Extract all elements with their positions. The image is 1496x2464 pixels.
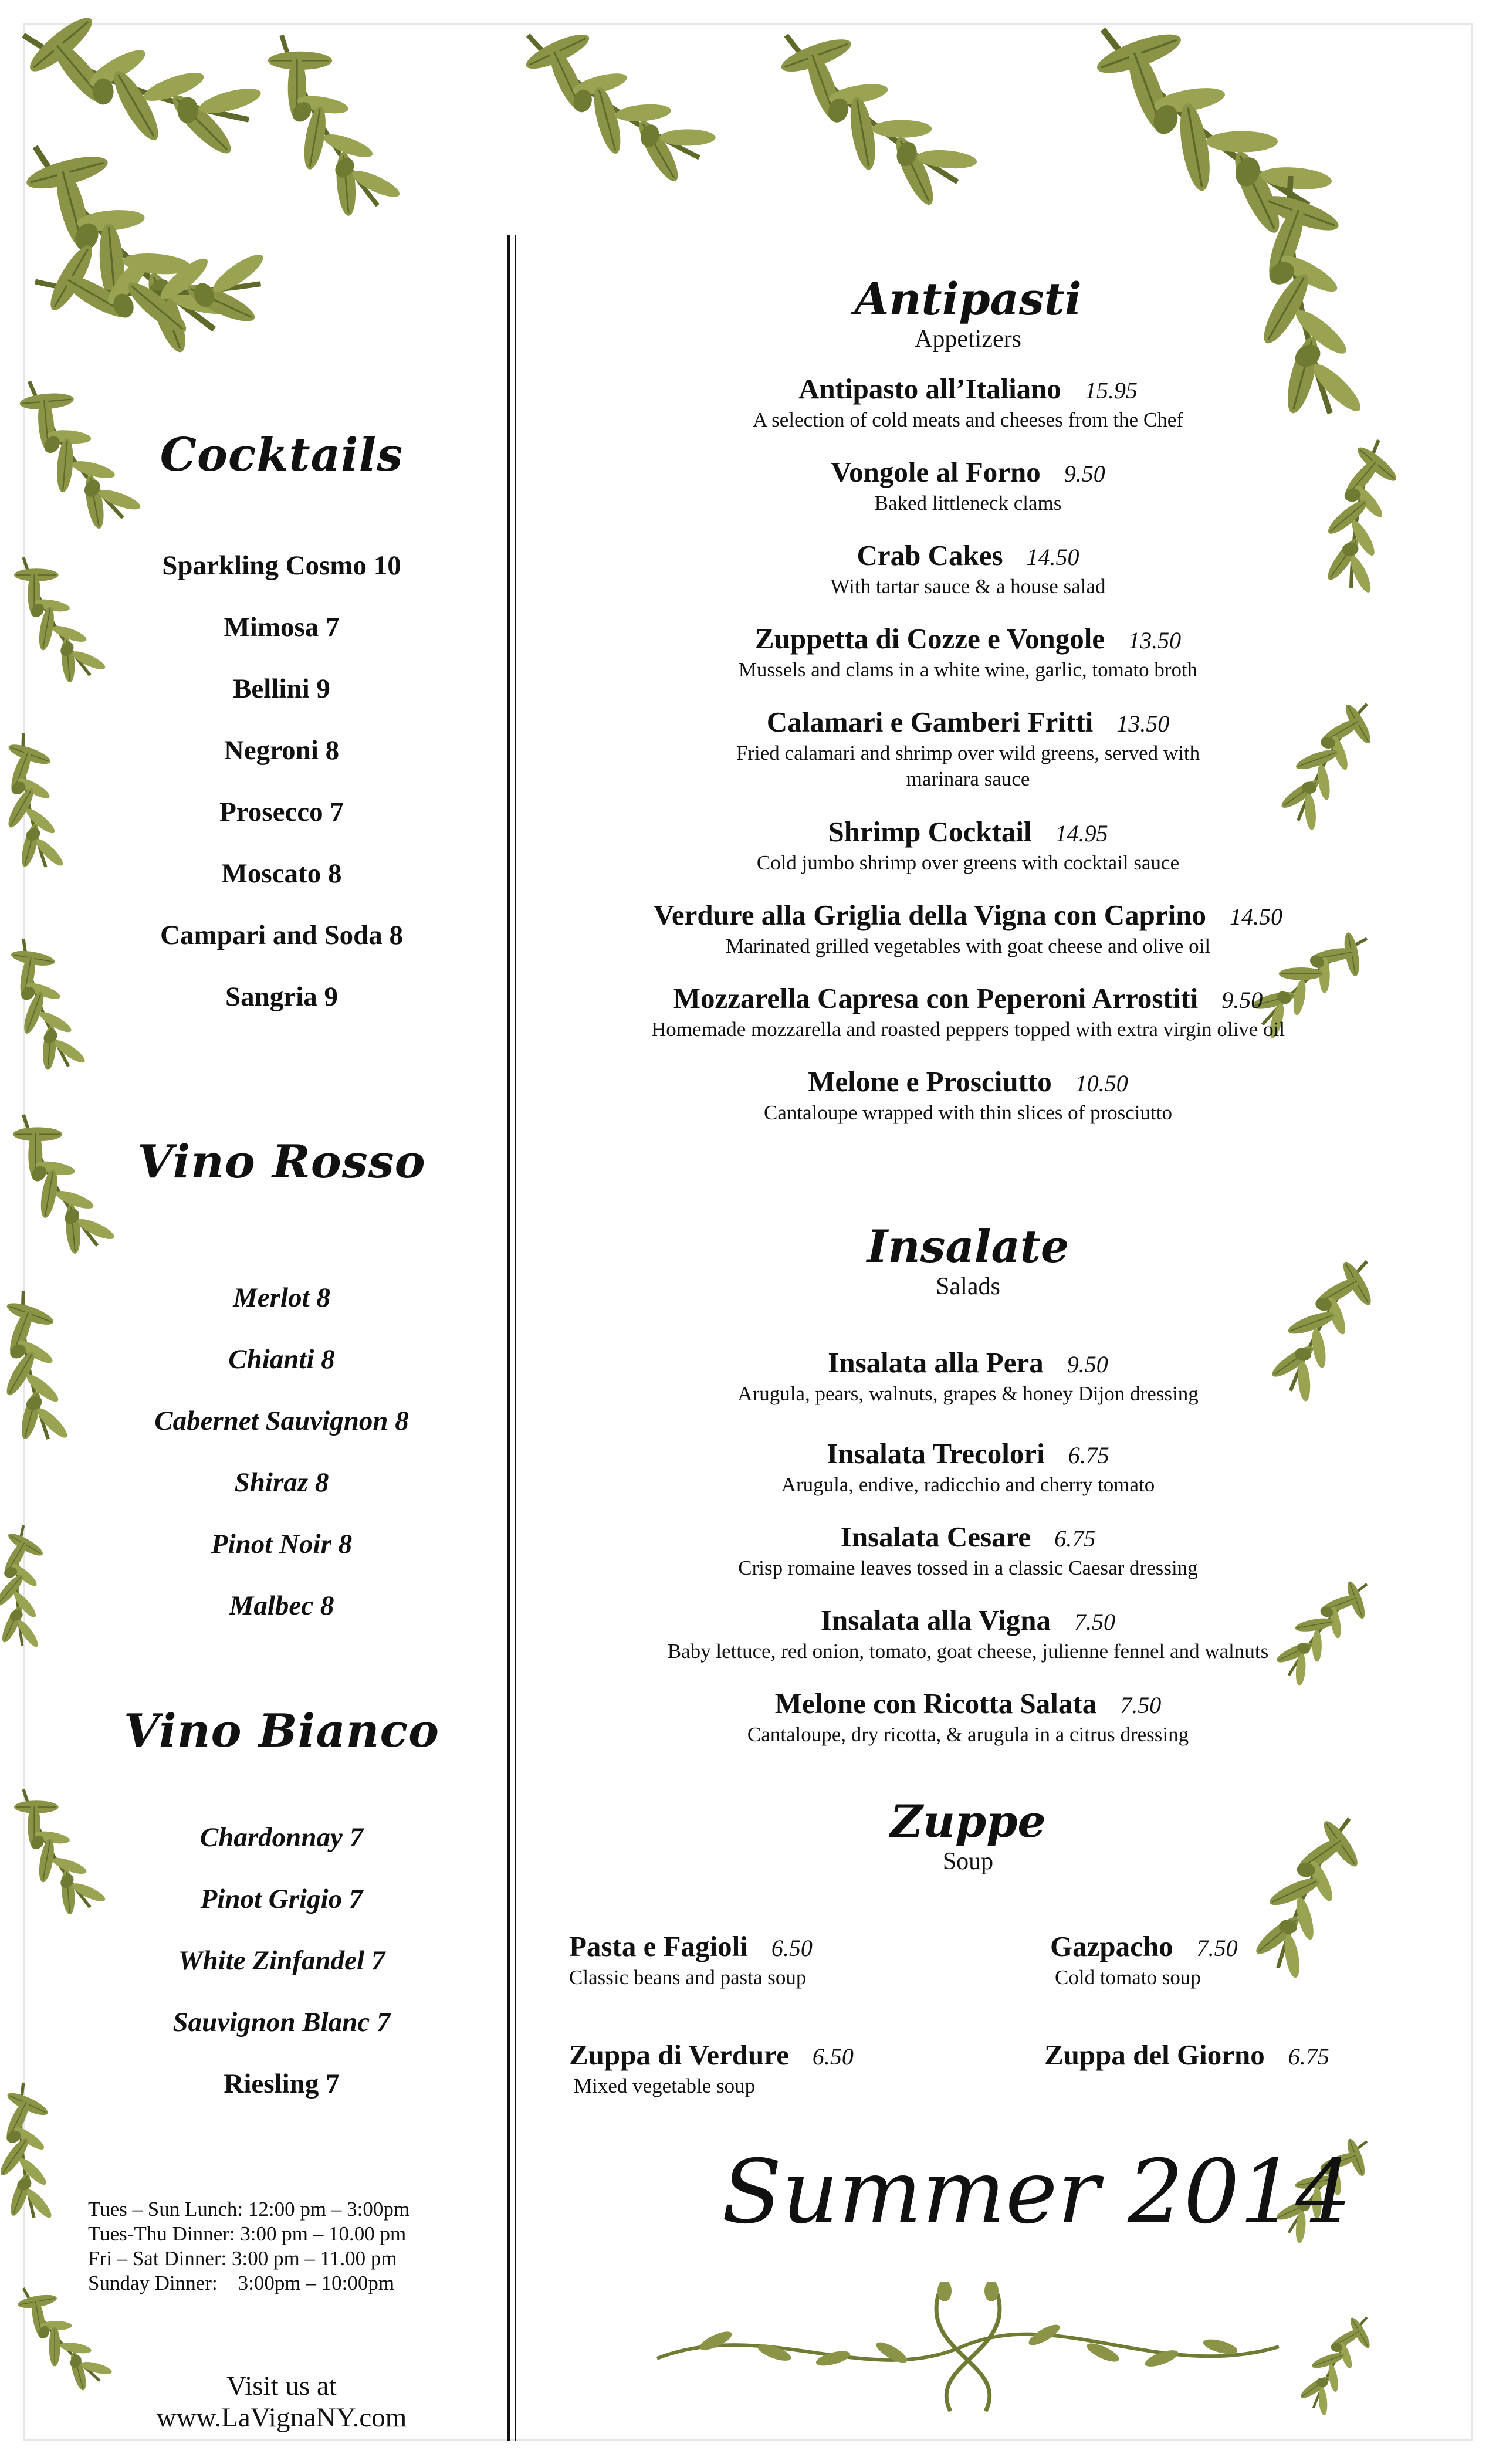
list-item: Campari and Soda 8 — [160, 920, 403, 950]
zuppe-title: Zuppe — [890, 1795, 1046, 1847]
menu-item — [551, 706, 1385, 792]
item-name: Calamari e Gamberi Fritti — [766, 706, 1094, 738]
list-item: Mimosa 7 — [224, 612, 340, 642]
vino-bianco-list — [23, 1807, 540, 2115]
list-item: Sparkling Cosmo 10 — [162, 550, 401, 581]
list-item: Pinot Grigio 7 — [200, 1884, 363, 1914]
vino-rosso-list — [23, 1267, 540, 1637]
season-title: Summer 2014 — [722, 2141, 1352, 2243]
item-name: Pasta e Fagioli — [569, 1930, 748, 1962]
item-name: Gazpacho — [1050, 1930, 1173, 1962]
item-desc: Baked littleneck clams — [874, 492, 1062, 515]
cocktails-title: Cocktails — [160, 428, 404, 482]
item-desc: Homemade mozzarella and roasted peppers topped with extra virgin olive oil — [651, 1018, 1285, 1041]
visit-label: Visit us at — [226, 2371, 337, 2401]
soup-item — [569, 1930, 813, 1991]
list-item: Chianti 8 — [228, 1344, 335, 1375]
item-name: Antipasto all’Italiano — [798, 373, 1061, 405]
list-item: Riesling 7 — [224, 2069, 340, 2099]
list-item: Sangria 9 — [225, 981, 338, 1012]
item-name: Mozzarella Capresa con Peperoni Arrostiti — [673, 982, 1199, 1014]
list-item: Pinot Noir 8 — [211, 1529, 353, 1559]
menu-item — [551, 1437, 1385, 1498]
cocktails-section — [23, 428, 540, 482]
menu-item — [551, 899, 1385, 959]
item-desc: Cold tomato soup — [1055, 1966, 1201, 1989]
insalate-title: Insalate — [867, 1220, 1069, 1272]
menu-item — [551, 1604, 1385, 1664]
hours-line: Tues – Sun Lunch: 12:00 pm – 3:00pm — [88, 2198, 410, 2221]
item-name: Insalata alla Vigna — [820, 1604, 1051, 1636]
item-desc: A selection of cold meats and cheeses from the Chef — [753, 408, 1183, 431]
hours-line: Sunday Dinner: 3:00pm – 10:00pm — [88, 2272, 395, 2294]
vino-bianco-section — [23, 1704, 540, 1758]
item-price: 13.50 — [1116, 710, 1170, 737]
item-name: Zuppetta di Cozze e Vongole — [754, 622, 1105, 655]
item-desc: Crisp romaine leaves tossed in a classic Caesar dressing — [738, 1556, 1198, 1579]
item-price: 15.95 — [1084, 377, 1138, 404]
menu-item — [551, 982, 1385, 1043]
item-price: 6.50 — [771, 1935, 813, 1961]
item-name: Insalata alla Pera — [828, 1346, 1044, 1379]
website-link[interactable]: www.LaVignaNY.com — [156, 2402, 407, 2433]
list-item: Chardonnay 7 — [199, 1822, 364, 1853]
insalate-header — [551, 1220, 1385, 1300]
item-price: 6.50 — [812, 2043, 854, 2070]
menu-item — [551, 456, 1385, 516]
item-price: 6.75 — [1054, 1525, 1096, 1552]
item-price: 13.50 — [1128, 627, 1182, 654]
opening-hours — [88, 2197, 409, 2296]
item-desc: With tartar sauce & a house salad — [830, 575, 1106, 598]
item-name: Shrimp Cocktail — [828, 815, 1032, 848]
list-item: Negroni 8 — [224, 735, 340, 766]
item-price: 6.75 — [1288, 2043, 1329, 2070]
item-name: Zuppa del Giorno — [1044, 2039, 1265, 2071]
vino-bianco-title: Vino Bianco — [124, 1704, 439, 1758]
menu-item — [551, 1065, 1385, 1126]
zuppe-subtitle: Soup — [942, 1848, 994, 1875]
item-desc: Arugula, pears, walnuts, grapes & honey Dijon dressing — [737, 1382, 1199, 1405]
list-item: Cabernet Sauvignon 8 — [154, 1406, 409, 1436]
item-price: 10.50 — [1075, 1070, 1128, 1096]
item-desc: Baby lettuce, red onion, tomato, goat cheese, julienne fennel and walnuts — [667, 1640, 1269, 1663]
soup-item — [1044, 2039, 1329, 2073]
list-item: Prosecco 7 — [219, 797, 344, 827]
menu-item — [551, 622, 1385, 683]
item-price: 14.50 — [1229, 903, 1282, 930]
zuppe-header — [551, 1795, 1385, 1875]
item-desc: Fried calamari and shrimp over wild greens, served with — [736, 742, 1200, 764]
item-price: 6.75 — [1068, 1442, 1109, 1468]
item-price: 14.50 — [1026, 544, 1079, 570]
item-name: Melone con Ricotta Salata — [774, 1687, 1097, 1720]
hours-line: Tues-Thu Dinner: 3:00 pm – 10.00 pm — [88, 2222, 407, 2245]
item-desc: Cantaloupe, dry ricotta, & arugula in a citrus dressing — [747, 1723, 1189, 1746]
item-price: 14.95 — [1055, 820, 1108, 847]
antipasti-title: Antipasti — [854, 273, 1082, 325]
list-item: Sauvignon Blanc 7 — [172, 2007, 391, 2037]
item-price: 9.50 — [1221, 987, 1263, 1013]
hours-line: Fri – Sat Dinner: 3:00 pm – 11.00 pm — [88, 2247, 397, 2270]
item-price: 7.50 — [1120, 1692, 1162, 1718]
item-desc: Cantaloupe wrapped with thin slices of prosciutto — [764, 1101, 1172, 1124]
item-name: Crab Cakes — [857, 539, 1003, 571]
item-desc: Mussels and clams in a white wine, garlic, tomato broth — [738, 658, 1198, 681]
item-desc: Cold jumbo shrimp over greens with cocktail sauce — [756, 851, 1180, 874]
item-name: Zuppa di Verdure — [569, 2039, 789, 2071]
item-price: 7.50 — [1196, 1935, 1238, 1961]
item-desc: Classic beans and pasta soup — [569, 1966, 807, 1989]
menu-item — [551, 815, 1385, 876]
item-name: Vongole al Forno — [831, 456, 1041, 488]
item-desc: Mixed vegetable soup — [574, 2074, 756, 2097]
item-desc: Arugula, endive, radicchio and cherry tomato — [781, 1473, 1155, 1496]
vine-ornament-icon — [645, 2282, 1291, 2417]
list-item: Moscato 8 — [221, 858, 342, 889]
item-name: Insalata Trecolori — [827, 1437, 1045, 1470]
item-price: 7.50 — [1074, 1609, 1116, 1635]
menu-item — [551, 1346, 1385, 1407]
antipasti-header — [551, 273, 1385, 353]
soup-item — [569, 2039, 854, 2099]
visit-info — [23, 2370, 540, 2433]
item-name: Insalata Cesare — [840, 1521, 1031, 1553]
menu-item — [551, 1687, 1385, 1748]
cocktails-list — [23, 535, 540, 1028]
list-item: Bellini 9 — [233, 673, 330, 704]
antipasti-subtitle: Appetizers — [915, 326, 1021, 353]
soup-item — [1050, 1930, 1238, 1991]
menu-item — [551, 539, 1385, 600]
vino-rosso-title: Vino Rosso — [137, 1135, 426, 1189]
menu-item — [551, 373, 1385, 433]
item-name: Melone e Prosciutto — [808, 1065, 1052, 1098]
item-name: Verdure alla Griglia della Vigna con Caprino — [654, 899, 1206, 931]
item-desc: marinara sauce — [906, 767, 1030, 790]
item-price: 9.50 — [1064, 461, 1105, 487]
item-price: 9.50 — [1067, 1351, 1108, 1377]
list-item: Malbec 8 — [229, 1590, 334, 1621]
item-desc: Marinated grilled vegetables with goat cheese and olive oil — [725, 935, 1211, 957]
insalate-subtitle: Salads — [936, 1273, 1000, 1300]
list-item: Merlot 8 — [233, 1282, 330, 1313]
list-item: White Zinfandel 7 — [178, 1945, 385, 1976]
vino-rosso-section — [23, 1135, 540, 1189]
menu-item — [551, 1521, 1385, 1581]
list-item: Shiraz 8 — [234, 1467, 329, 1498]
